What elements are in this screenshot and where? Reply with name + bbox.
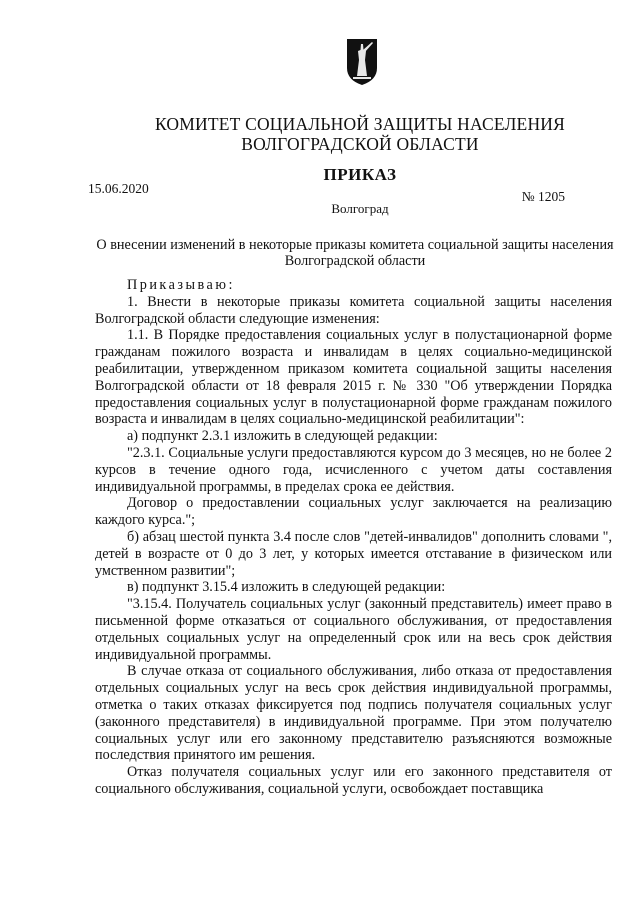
document-city: Волгоград xyxy=(331,201,389,216)
organization-name-line2: ВОЛГОГРАДСКОЙ ОБЛАСТИ xyxy=(241,134,479,154)
document-type: ПРИКАЗ xyxy=(323,165,397,184)
document-date: 15.06.2020 xyxy=(88,181,149,196)
body-paragraph: Отказ получателя социальных услуг или его законного представителя от социального обслуживания, социальной услуги, освобождает поставщика xyxy=(95,764,612,797)
document-body xyxy=(95,277,612,798)
body-paragraph: 1. Внести в некоторые приказы комитета социальной защиты населения Волгоградской области следующие изменения: xyxy=(95,293,612,327)
body-paragraph: "3.15.4. Получатель социальных услуг (законный представитель) имеет право в письменной форме отказаться от социального обслуживания, от предоставления отдельных социальных услуг на определенный срок или на весь срок действия индивидуальной программы. xyxy=(95,596,612,663)
body-paragraph: 1.1. В Порядке предоставления социальных услуг в полустационарной форме гражданам пожилого возраста и инвалидам в целях социально-медицинской реабилитации, утвержденном приказом комитета социальной защиты населения Волгоградской области от 18 февраля 2015 г. № 330 "Об утверждении Порядка предоставления социальных услуг в полустационарной форме гражданам пожилого возраста и инвалидам в целях социально-медицинской реабилитации": xyxy=(95,327,612,428)
body-paragraph: а) подпункт 2.3.1 изложить в следующей редакции: xyxy=(127,428,438,445)
body-paragraph: "2.3.1. Социальные услуги предоставляются курсом до 3 месяцев, но не более 2 курсов в течение одного года, исчисленного с учетом даты составления индивидуальной программы, в пределах срока ее действия. xyxy=(95,444,612,495)
body-paragraph: б) абзац шестой пункта 3.4 после слов "детей-инвалидов" дополнить словами ", детей в возрасте от 0 до 3 лет, у которых имеется отставание в физическом или умственном развитии"; xyxy=(95,528,612,579)
body-paragraph: В случае отказа от социального обслуживания, либо отказа от предоставления отдельных социальных услуг на весь срок действия индивидуальной программы, отметка о таких отказах фиксируется под подпись получателя социальных услуг (законного представителя) в индивидуальной программе. При этом получателю социальных услуг или его законному представителю разъясняются возможные последствия принятого им решения. xyxy=(95,663,612,764)
body-paragraph: Договор о предоставлении социальных услуг заключается на реализацию каждого курса."; xyxy=(95,495,612,529)
document-number: № 1205 xyxy=(521,189,565,204)
document-title: О внесении изменений в некоторые приказы комитета социальной защиты населения Волгоградской области xyxy=(96,237,614,269)
body-paragraph: в) подпункт 3.15.4 изложить в следующей редакции: xyxy=(127,579,446,596)
organization-name-line1: КОМИТЕТ СОЦИАЛЬНОЙ ЗАЩИТЫ НАСЕЛЕНИЯ xyxy=(154,114,565,134)
body-paragraph: Приказываю: xyxy=(127,277,235,293)
volgograd-emblem-icon xyxy=(346,38,378,86)
